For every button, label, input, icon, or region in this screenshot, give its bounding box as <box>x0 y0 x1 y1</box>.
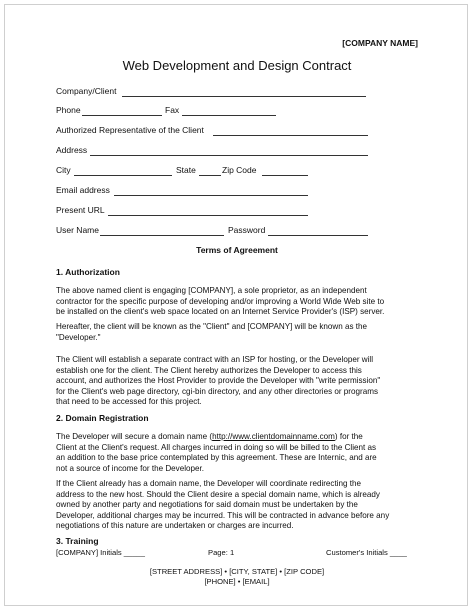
password-field[interactable] <box>268 235 368 236</box>
text-line: address to the new host. Should the Client desire a special domain name, which is already <box>56 489 380 499</box>
form-row-phone-fax <box>56 105 376 117</box>
email-label: Email address <box>56 185 110 195</box>
password-label: Password <box>228 225 266 235</box>
text-line: owned by another party and negotiations for said domain must be undertaken by the <box>56 500 358 510</box>
form-row-authorized-rep <box>56 125 386 137</box>
section-heading-authorization: 1. Authorization <box>56 267 120 277</box>
company-initials: [COMPANY] Initials _____ <box>56 548 145 557</box>
user-name-field[interactable] <box>100 235 224 236</box>
text-line: an addition to the base price contemplated by this agreement. These are Internic, and are <box>56 453 377 463</box>
text-line: Hereafter, the client will be known as the "Client" and [COMPANY] will be known as the <box>56 322 368 331</box>
text-line <box>56 432 426 443</box>
footer-address-line: [STREET ADDRESS] • [CITY, STATE] • [ZIP CODE] <box>149 567 325 576</box>
text-line: The Client will establish a separate contract with an ISP for hosting, or the Developer will <box>56 355 374 364</box>
fax-field[interactable] <box>182 115 276 116</box>
form-row-credentials <box>56 225 386 237</box>
authorization-paragraph-1 <box>56 286 426 318</box>
form-row-address <box>56 145 386 157</box>
form-row-email <box>56 185 386 197</box>
zip-label: Zip Code <box>222 165 257 175</box>
company-client-field[interactable] <box>122 96 366 97</box>
text-line: "Developer." <box>56 332 101 342</box>
phone-label: Phone <box>56 105 81 115</box>
form-row-company-client <box>56 86 376 98</box>
text-line: for the Client's web page directory, cgi-bin directory, and any other directories or programs <box>56 386 378 396</box>
page-title: Web Development and Design Contract <box>122 58 352 73</box>
text-line: negotiations of this nature are undertaken or charges are incurred. <box>56 521 294 531</box>
customer-initials: Customer's Initials ____ <box>326 548 407 557</box>
footer-contact-line: [PHONE] • [EMAIL] <box>204 577 270 586</box>
phone-field[interactable] <box>82 115 162 116</box>
form-row-present-url <box>56 205 386 217</box>
city-field[interactable] <box>74 175 172 176</box>
authorization-paragraph-2 <box>56 322 426 343</box>
text-fragment: The Developer will secure a domain name ( <box>56 432 213 441</box>
footer-initials-row <box>56 548 416 558</box>
text-line: not a source of income for the Developer. <box>56 463 205 473</box>
email-field[interactable] <box>114 195 308 196</box>
text-line: Client at the Client's request. All charges incurred in doing so will be billed to the Client as <box>56 442 377 452</box>
address-field[interactable] <box>90 155 368 156</box>
section-heading-training: 3. Training <box>56 536 99 546</box>
fax-label: Fax <box>165 105 180 115</box>
domain-link[interactable]: http://www.clientdomainname.com <box>212 432 335 441</box>
text-line: account, and authorizes the Host Provider to provide the Developer with "write permission" <box>56 376 381 386</box>
text-fragment: ) for the <box>334 432 363 441</box>
section-heading-domain-registration: 2. Domain Registration <box>56 413 149 423</box>
domain-paragraph-1 <box>56 432 426 474</box>
page-number: Page: 1 <box>208 548 235 557</box>
text-line: contractor for the specific purpose of developing and/or improving a World Wide Web site to <box>56 296 385 306</box>
text-line: Developer, additional charges may be incurred. This will be contracted in advance before any <box>56 510 390 520</box>
text-line: that need to be accessed for this project. <box>56 397 202 407</box>
state-field[interactable] <box>199 175 221 176</box>
company-client-label: Company/Client <box>56 86 117 96</box>
present-url-label: Present URL <box>56 205 105 215</box>
present-url-field[interactable] <box>108 215 308 216</box>
state-label: State <box>176 165 196 175</box>
authorized-rep-label: Authorized Representative of the Client <box>56 125 204 135</box>
terms-heading: Terms of Agreement <box>196 245 278 255</box>
text-line: The above named client is engaging [COMPANY], a sole proprietor, as an independent <box>56 286 367 295</box>
text-line: be installed on the client's web space located on an Internet Service Provider's (ISP) server. <box>56 307 385 317</box>
address-label: Address <box>56 145 88 155</box>
form-row-city-state-zip <box>56 165 386 177</box>
text-line: If the Client already has a domain name, the Developer will coordinate redirecting the <box>56 479 362 488</box>
domain-paragraph-2 <box>56 479 426 532</box>
company-name: [COMPANY NAME] <box>342 38 418 48</box>
text-line: establish one for the client. The Client hereby authorizes the Developer to access this <box>56 365 362 375</box>
authorization-paragraph-3 <box>56 355 426 408</box>
zip-field[interactable] <box>262 175 308 176</box>
city-label: City <box>56 165 71 175</box>
user-name-label: User Name <box>56 225 99 235</box>
authorized-rep-field[interactable] <box>213 135 368 136</box>
